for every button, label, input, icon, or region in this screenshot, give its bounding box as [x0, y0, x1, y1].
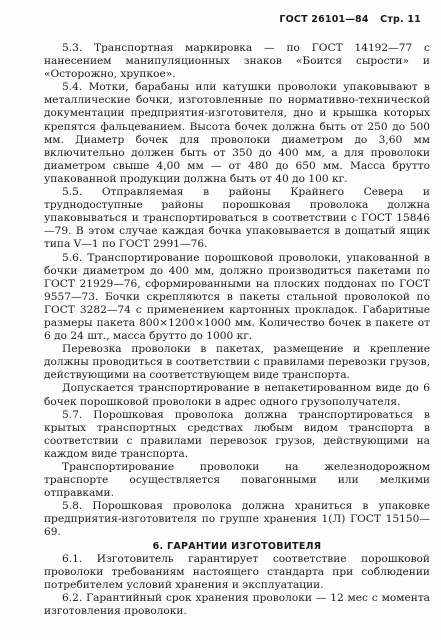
paragraph-5-3: 5.3. Транспортная маркировка — по ГОСТ 14192—77 с нанесением манипуляционных знаков «Боится сырости» и «Осторожно, хрупкое». [44, 42, 430, 81]
paragraph-5-6-transport: Перевозка проволоки в пакетах, размещение и крепление должны проводиться в соответствии с правилами перевозки грузов, действующими на соответствующем виде транспорта. [44, 343, 430, 382]
document-body [44, 42, 430, 618]
paragraph-5-8: 5.8. Порошковая проволока должна храниться в упаковке предприятия-изготовителя по группе хранения 1(Л) ГОСТ 15150—69. [44, 500, 430, 539]
paragraph-5-6: 5.6. Транспортирование порошковой проволоки, упакованной в бочки диаметром до 400 мм, должно производиться пакетами по ГОСТ 21929—76, сформированными на плоских поддонах по ГОСТ 9557—73. Бочки скрепляются в пакеты стальной проволокой по ГОСТ 3282—74 с применением картонных прокладок. Габаритные размеры пакета 800×1200×1000 мм. Количество бочек в пакете от 6 до 24 шт., масса брутто до 1000 кг. [44, 251, 430, 343]
paragraph-6-2: 6.2. Гарантийный срок хранения проволоки — 12 мес с момента изготовления проволоки. [44, 591, 430, 618]
section-title: 6. ГАРАНТИИ ИЗГОТОВИТЕЛЯ [152, 540, 322, 552]
page-number: Стр. 11 [380, 14, 421, 25]
paragraph-5-4: 5.4. Мотки, барабаны или катушки проволоки упаковывают в металлические бочки, изготовленные по нормативно-технической документации предприятия-изготовителя, дно и крышка которых крепятся фальцеванием. Высота бочек должна быть от 250 до 500 мм. Диаметр бочек для проволоки диаметром до 3,60 мм включительно должен быть от 350 до 400 мм, а для проволоки диаметром свыше 4,00 мм — от 480 до 650 мм. Масса брутто упакованной продукции должна быть от 40 до 100 кг. [44, 81, 430, 185]
paragraph-5-7: 5.7. Порошковая проволока должна транспортироваться в крытых транспортных средствах любым видом транспорта в соответствии с правилами перевозок грузов, действующими на каждом виде транспорта. [44, 408, 430, 460]
paragraph-6-1: 6.1. Изготовитель гарантирует соответствие порошковой проволоки требованиям настоящего стандарта при соблюдении потребителем условий хранения и эксплуатации. [44, 552, 430, 591]
standard-number: ГОСТ 26101—84 [279, 14, 369, 25]
paragraph-5-5: 5.5. Отправляемая в районы Крайнего Севера и труднодоступные районы порошковая проволока должна упаковываться и транспортироваться в соответствии с ГОСТ 15846—79. В этом случае каждая бочка упаковывается в дощатый ящик типа V—1 по ГОСТ 2991—76. [44, 186, 430, 251]
paragraph-5-7-rail: Транспортирование проволоки на железнодорожном транспорте осуществляется повагонными или мелкими отправками. [44, 461, 430, 500]
paragraph-5-6-unpacked: Допускается транспортирование в непакетированном виде до 6 бочек порошковой проволоки в адрес одного грузополучателя. [44, 382, 430, 408]
page-header [279, 14, 421, 25]
